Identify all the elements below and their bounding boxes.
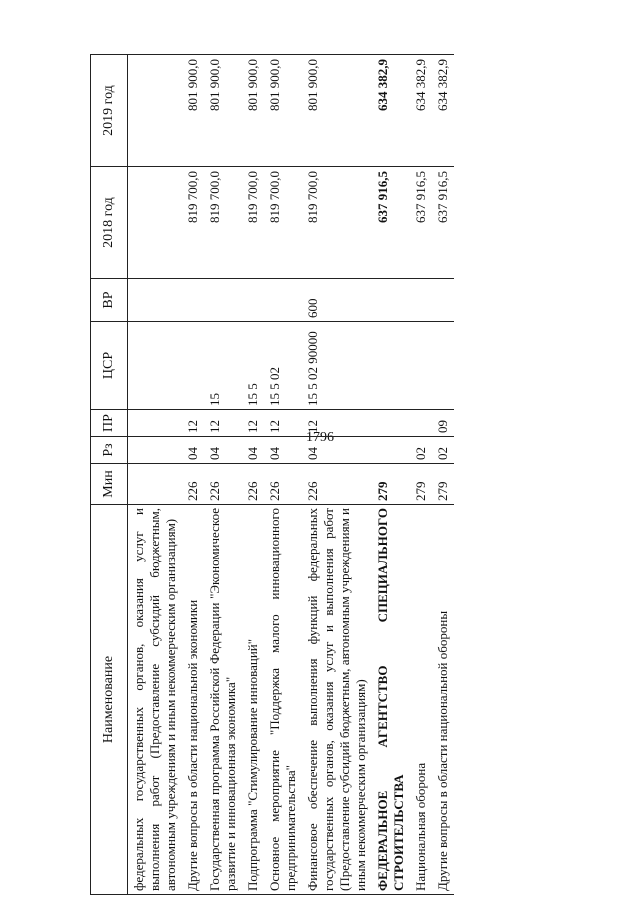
table-row: [410, 55, 432, 895]
cell-name: Подпрограмма "Стимулирование инноваций": [242, 505, 264, 895]
cell-csr: [372, 322, 410, 410]
cell-rz: 02: [432, 437, 454, 464]
cell-y2019: 634 382,9: [410, 55, 432, 167]
cell-min: 279: [432, 464, 454, 505]
cell-rz: 04: [264, 437, 302, 464]
cell-vr: [432, 279, 454, 322]
table-row: [264, 55, 302, 895]
header-pr: ПР: [91, 410, 128, 437]
cell-y2018: 819 700,0: [302, 167, 372, 279]
table-row: [242, 55, 264, 895]
cell-rz: 04: [204, 437, 242, 464]
cell-name: федеральных государственных органов, оказания услуг и выполнения работ (Предоставление субсидий бюджетным, автономным учреждениям и иным некоммерческим организациям): [128, 505, 183, 895]
cell-y2018: 819 700,0: [242, 167, 264, 279]
header-2018: 2018 год: [91, 167, 128, 279]
table-row: [128, 55, 183, 895]
table-row: [204, 55, 242, 895]
cell-y2018: 637 916,5: [372, 167, 410, 279]
header-min: Мин: [91, 464, 128, 505]
cell-y2019: [128, 55, 183, 167]
cell-y2018: 637 916,5: [410, 167, 432, 279]
cell-vr: [128, 279, 183, 322]
cell-name: Другие вопросы в области национальной обороны: [432, 505, 454, 895]
cell-rz: 02: [410, 437, 432, 464]
header-name: Наименование: [91, 505, 128, 895]
cell-csr: [182, 322, 204, 410]
header-rz: Рз: [91, 437, 128, 464]
cell-pr: [128, 410, 183, 437]
cell-rz: [128, 437, 183, 464]
cell-name: Основное мероприятие "Поддержка малого инновационного предпринимательства": [264, 505, 302, 895]
cell-y2018: 819 700,0: [182, 167, 204, 279]
cell-csr: 15: [204, 322, 242, 410]
cell-y2019: 801 900,0: [242, 55, 264, 167]
table-row: [372, 55, 410, 895]
cell-rz: 04: [302, 437, 372, 464]
cell-vr: [264, 279, 302, 322]
cell-y2019: 801 900,0: [204, 55, 242, 167]
cell-min: 226: [204, 464, 242, 505]
cell-y2018: [128, 167, 183, 279]
cell-name: ФЕДЕРАЛЬНОЕ АГЕНТСТВО СПЕЦИАЛЬНОГО СТРОИТЕЛЬСТВА: [372, 505, 410, 895]
cell-name: Другие вопросы в области национальной экономики: [182, 505, 204, 895]
cell-y2019: 634 382,9: [432, 55, 454, 167]
cell-pr: 09: [432, 410, 454, 437]
cell-csr: [128, 322, 183, 410]
cell-csr: 15 5: [242, 322, 264, 410]
cell-y2018: 819 700,0: [204, 167, 242, 279]
cell-min: 226: [302, 464, 372, 505]
cell-pr: 12: [264, 410, 302, 437]
cell-pr: 12: [204, 410, 242, 437]
cell-csr: 15 5 02: [264, 322, 302, 410]
cell-name: Финансовое обеспечение выполнения функций федеральных государственных органов, оказания услуг и выполнения работ (Предоставление субсидий бюджетным, автономным учреждениям и иным некоммерческим организациям): [302, 505, 372, 895]
header-2019: 2019 год: [91, 55, 128, 167]
cell-min: [128, 464, 183, 505]
cell-vr: 600: [302, 279, 372, 322]
cell-min: 226: [182, 464, 204, 505]
cell-rz: 04: [182, 437, 204, 464]
cell-rz: 04: [242, 437, 264, 464]
cell-min: 226: [264, 464, 302, 505]
cell-vr: [410, 279, 432, 322]
cell-y2019: 801 900,0: [182, 55, 204, 167]
page-number: 1796: [306, 430, 334, 445]
header-vr: ВР: [91, 279, 128, 322]
cell-vr: [372, 279, 410, 322]
header-csr: ЦСР: [91, 322, 128, 410]
cell-rz: [372, 437, 410, 464]
rotated-page-content: [90, 55, 605, 895]
cell-min: 279: [410, 464, 432, 505]
table-row: [182, 55, 204, 895]
table-row: [432, 55, 454, 895]
cell-min: 226: [242, 464, 264, 505]
cell-name: Государственная программа Российской Федерации "Экономическое развитие и инновационная экономика": [204, 505, 242, 895]
cell-vr: [182, 279, 204, 322]
cell-y2018: 819 700,0: [264, 167, 302, 279]
cell-csr: [432, 322, 454, 410]
cell-y2019: 801 900,0: [302, 55, 372, 167]
cell-vr: [242, 279, 264, 322]
cell-pr: [410, 410, 432, 437]
cell-y2018: 637 916,5: [432, 167, 454, 279]
cell-name: Национальная оборона: [410, 505, 432, 895]
cell-pr: 12: [182, 410, 204, 437]
table-body: [128, 55, 455, 895]
cell-vr: [204, 279, 242, 322]
cell-csr: 15 5 02 90000: [302, 322, 372, 410]
table-row: [302, 55, 372, 895]
cell-pr: 12: [302, 410, 372, 437]
cell-min: 279: [372, 464, 410, 505]
budget-table: [90, 54, 454, 895]
cell-y2019: 801 900,0: [264, 55, 302, 167]
cell-pr: [372, 410, 410, 437]
cell-csr: [410, 322, 432, 410]
cell-pr: 12: [242, 410, 264, 437]
cell-y2019: 634 382,9: [372, 55, 410, 167]
table-header-row: [91, 55, 128, 895]
